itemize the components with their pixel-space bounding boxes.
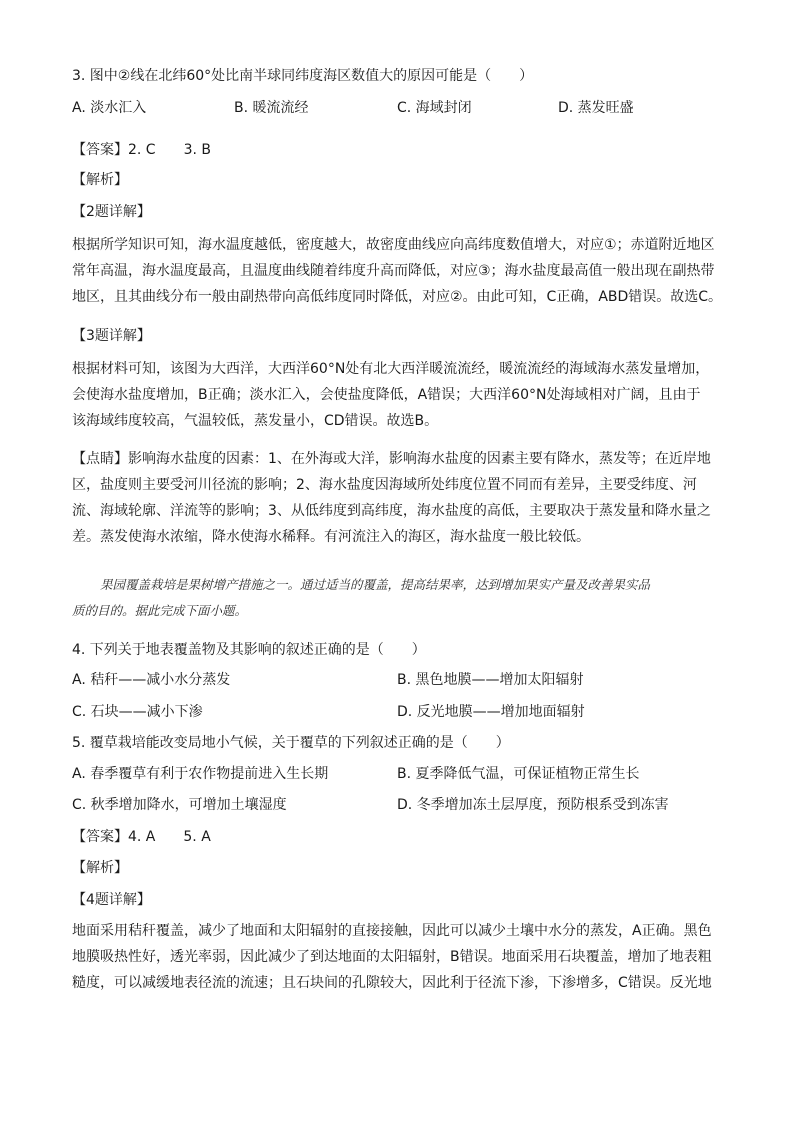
q3-option-b: B. 暖流流经 — [234, 100, 309, 116]
tips-line: 区，盐度则主要受河川径流的影响；2、海水盐度因海域所处纬度位置不同而有差异，主要受纬度、河 — [72, 477, 697, 493]
detail-2-heading: 【2题详解】 — [72, 204, 151, 220]
detail-4-line: 地面采用秸秆覆盖，减少了地面和太阳辐射的直接接触，因此可以减少土壤中水分的蒸发，A正确。黑色 — [72, 923, 712, 939]
detail-2-line: 根据所学知识可知，海水温度越低，密度越大，故密度曲线应向高纬度数值增大，对应①；赤道附近地区 — [72, 237, 715, 253]
detail-4-heading: 【4题详解】 — [72, 892, 151, 908]
detail-3-line: 会使海水盐度增加，B正确；淡水汇入，会使盐度降低，A错误；大西洋60°N处海域相对广阔，且由于 — [72, 387, 701, 403]
q4-option-a: A. 秸秆——减小水分蒸发 — [72, 672, 231, 688]
q5-option-b: B. 夏季降低气温，可保证植物正常生长 — [397, 766, 640, 782]
tips-line: 差。蒸发使海水浓缩，降水使海水稀释。有河流注入的海区，海水盐度一般比较低。 — [72, 529, 590, 545]
q3-option-d: D. 蒸发旺盛 — [558, 100, 634, 116]
answer-heading-1: 【答案】2. C 3. B — [72, 142, 211, 158]
q3-option-a: A. 淡水汇入 — [72, 100, 147, 116]
q5-option-d: D. 冬季增加冻土层厚度，预防根系受到冻害 — [397, 797, 669, 813]
material-line: 果园覆盖栽培是果树增产措施之一。通过适当的覆盖，提高结果率，达到增加果实产量及改善果实品 — [100, 577, 651, 592]
material-paragraph — [72, 572, 722, 624]
detail-4-line: 地膜吸热性好，透光率弱，因此减少了到达地面的太阳辐射，B错误。地面采用石块覆盖，增加了地表粗 — [72, 949, 712, 965]
question-5-stem: 5. 覆草栽培能改变局地小气候，关于覆草的下列叙述正确的是（ ） — [72, 735, 510, 751]
detail-3-line: 根据材料可知，该图为大西洋，大西洋60°N处有北大西洋暖流流经，暖流流经的海域海水蒸发量增加， — [72, 361, 710, 377]
question-3-stem: 3. 图中②线在北纬60°处比南半球同纬度海区数值大的原因可能是（ ） — [72, 68, 534, 84]
question-4-stem: 4. 下列关于地表覆盖物及其影响的叙述正确的是（ ） — [72, 642, 426, 658]
q3-option-c: C. 海域封闭 — [397, 100, 472, 116]
q4-option-c: C. 石块——减小下渗 — [72, 704, 203, 720]
detail-4-line: 糙度，可以减缓地表径流的流速；且石块间的孔隙较大，因此利于径流下渗，下渗增多，C错误。反光地 — [72, 975, 712, 991]
answer-heading-2: 【答案】4. A 5. A — [72, 829, 211, 845]
q5-option-c: C. 秋季增加降水，可增加土壤湿度 — [72, 797, 287, 813]
detail-2-paragraph — [72, 232, 722, 310]
detail-4-paragraph — [72, 918, 722, 996]
detail-2-line: 地区，且其曲线分布一般由副热带向高低纬度同时降低，对应②。由此可知，C正确，ABD错误。故选C。 — [72, 289, 723, 305]
analysis-heading-2: 【解析】 — [72, 860, 128, 876]
tips-paragraph — [72, 446, 722, 550]
analysis-heading-1: 【解析】 — [72, 172, 128, 188]
q5-option-a: A. 春季覆草有利于农作物提前进入生长期 — [72, 766, 329, 782]
tips-line: 【点睛】影响海水盐度的因素：1、在外海或大洋，影响海水盐度的因素主要有降水，蒸发等；在近岸地 — [72, 451, 711, 467]
detail-3-heading: 【3题详解】 — [72, 328, 151, 344]
detail-3-paragraph — [72, 356, 722, 434]
material-line: 质的目的。据此完成下面小题。 — [72, 603, 248, 618]
detail-2-line: 常年高温，海水温度最高，且温度曲线随着纬度升高而降低，对应③；海水盐度最高值一般出现在副热带 — [72, 263, 715, 279]
detail-3-line: 该海域纬度较高，气温较低，蒸发量小，CD错误。故选B。 — [72, 413, 439, 429]
q4-option-b: B. 黑色地膜——增加太阳辐射 — [397, 672, 584, 688]
tips-line: 流、海域轮廓、洋流等的影响；3、从低纬度到高纬度，海水盐度的高低，主要取决于蒸发量和降水量之 — [72, 503, 711, 519]
q4-option-d: D. 反光地膜——增加地面辐射 — [397, 704, 585, 720]
